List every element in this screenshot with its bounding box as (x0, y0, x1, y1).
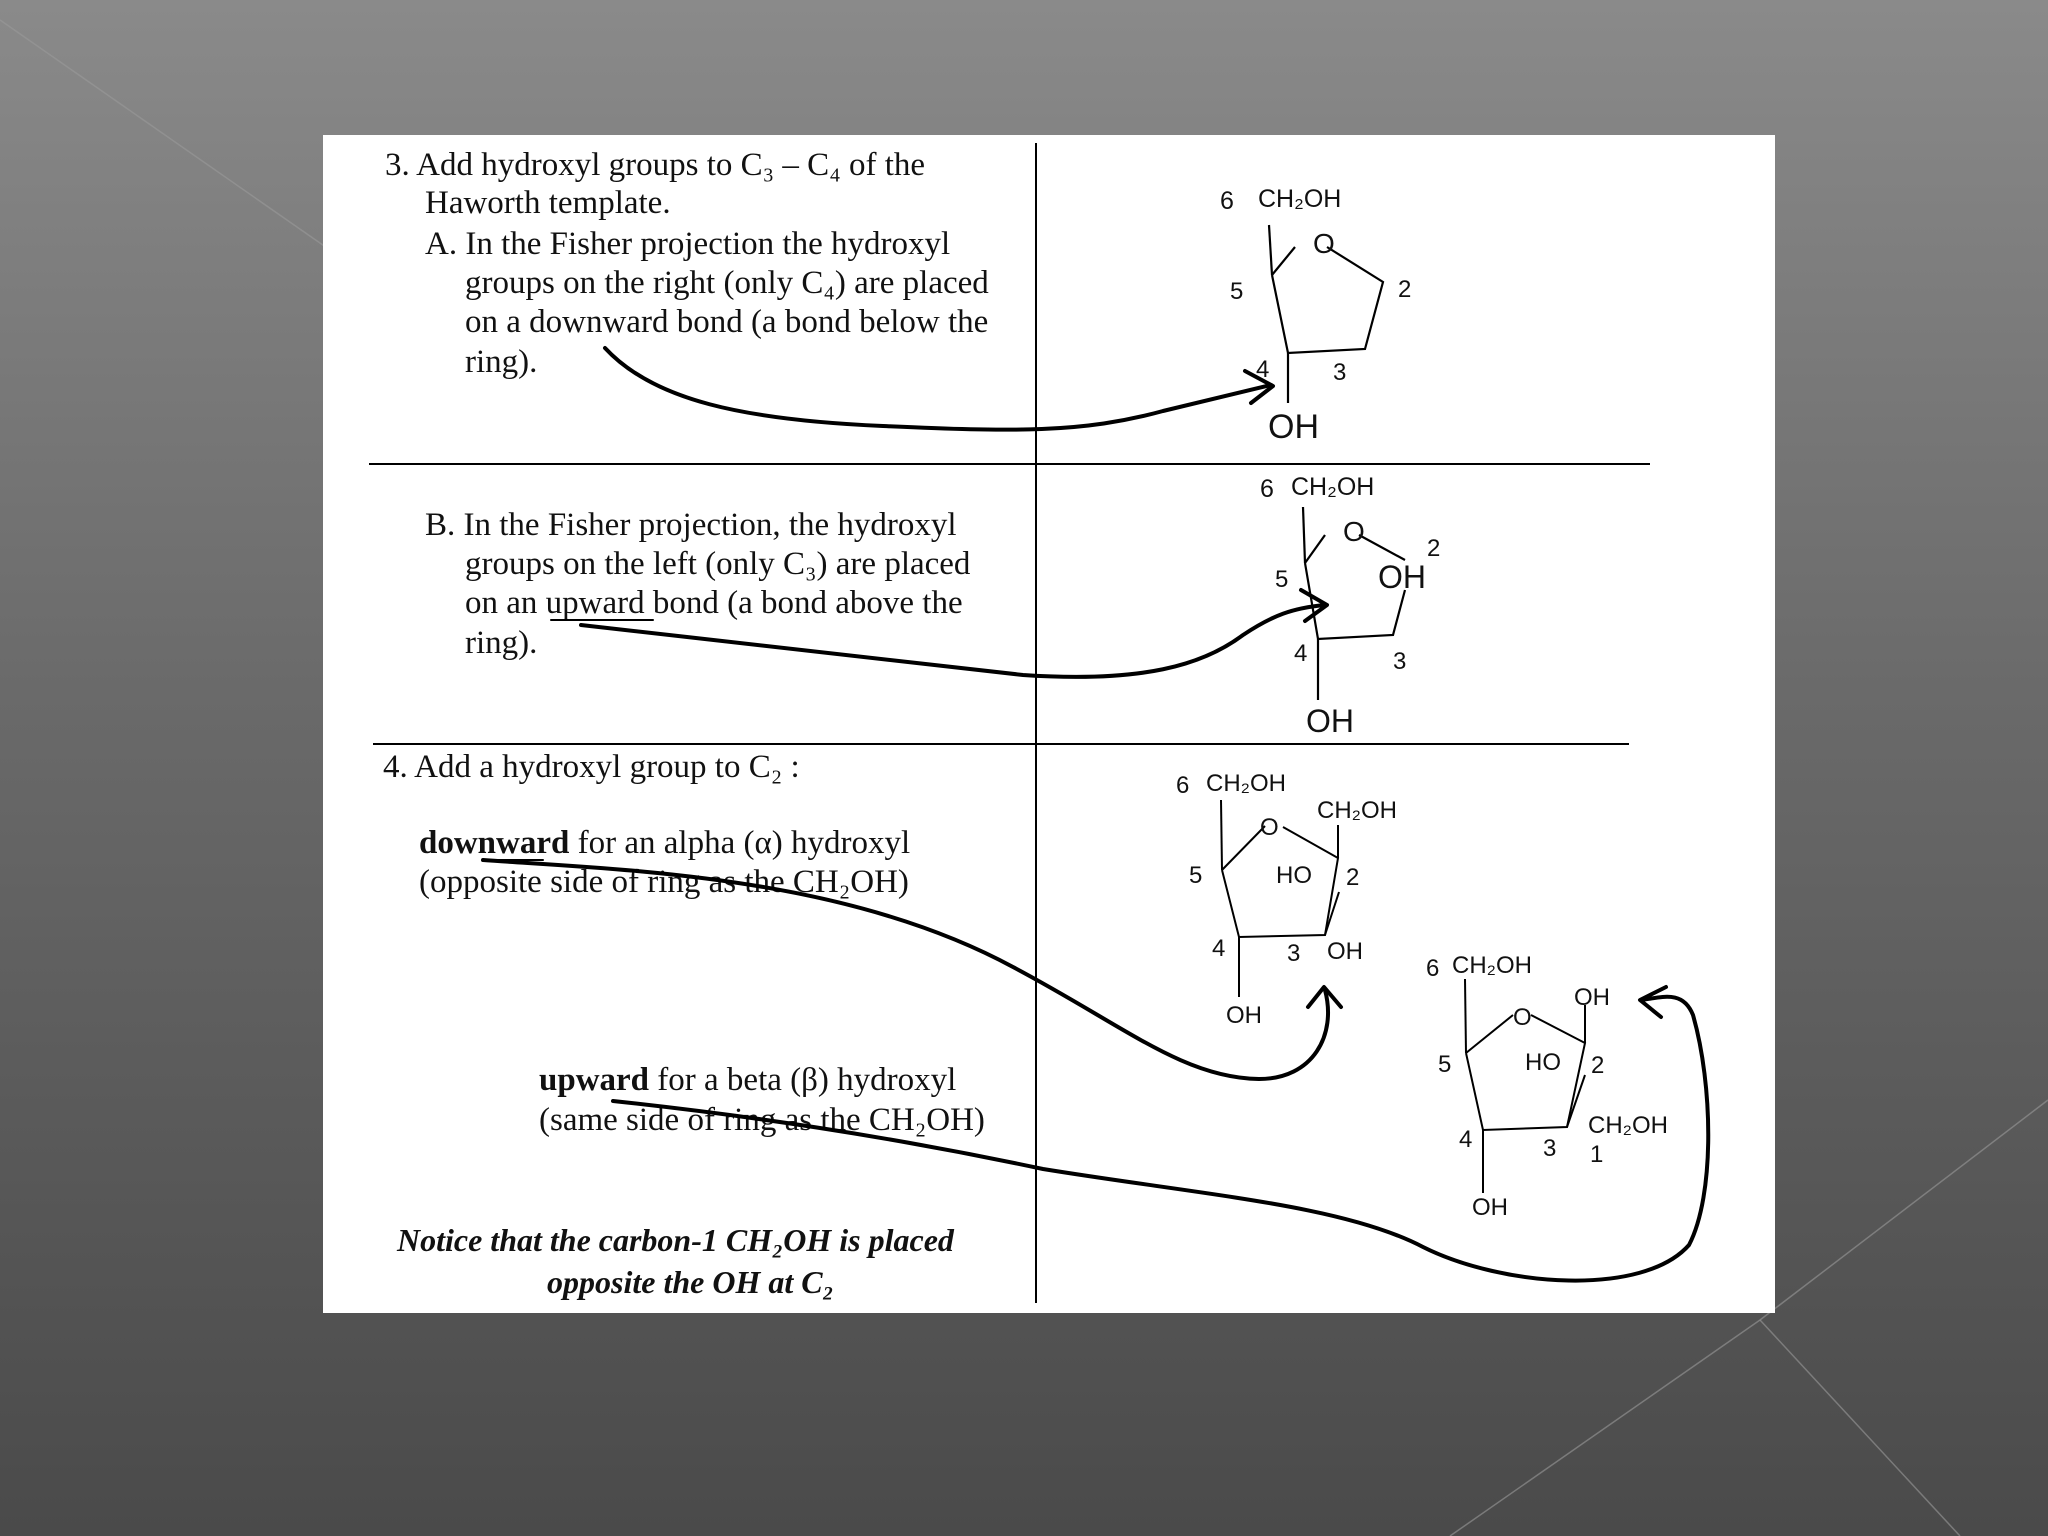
s3-c2: 2 (1346, 864, 1360, 891)
divider-lines (369, 143, 1650, 1303)
beta-text: for a beta (β) hydroxyl (649, 1062, 957, 1098)
s4-ho: HO (1525, 1049, 1561, 1076)
step3-line1: 3. Add hydroxyl groups to C₃ – C₄ of the (385, 147, 926, 183)
s2-c3: 3 (1393, 648, 1407, 675)
step3a-line4: ring). (465, 344, 538, 380)
alpha-keyword: downward (419, 825, 570, 861)
s3-ring-o: O (1260, 814, 1279, 841)
step3a-line2: groups on the right (only C₄) are placed (465, 265, 989, 301)
s2-ch2oh: CH₂OH (1291, 473, 1375, 501)
notice-line1: Notice that the carbon-1 CH₂OH is placed (397, 1222, 954, 1258)
s4-ch2oh-6: CH₂OH (1452, 952, 1532, 979)
hand-drawn-arrows (483, 348, 1708, 1281)
stepB-line3: on an upward bond (a bond above the (465, 585, 963, 621)
alpha-line2: (opposite side of ring as the CH₂OH) (419, 864, 909, 900)
arrow-alpha-head (1308, 987, 1341, 1007)
s2-c5: 5 (1275, 566, 1289, 593)
s4-oh2: OH (1574, 984, 1610, 1011)
structure-2 (1260, 473, 1440, 739)
s1-ring-o: O (1313, 228, 1335, 259)
s2-c6: 6 (1260, 475, 1274, 503)
haworth-diagram (323, 135, 1775, 1313)
s4-c3: 3 (1543, 1135, 1557, 1162)
s1-c3: 3 (1333, 359, 1347, 386)
arrow-A (605, 348, 1271, 430)
notice-line2: opposite the OH at C₂ (547, 1264, 834, 1300)
s3-ch2oh-6: CH₂OH (1206, 770, 1286, 797)
beta-keyword: upward (539, 1062, 650, 1098)
step3a-line3: on a downward bond (a bond below the (465, 304, 989, 340)
s2-oh-top: OH (1378, 559, 1426, 595)
stepB-line1: B. In the Fisher projection, the hydroxyl (425, 507, 957, 543)
stepB-line4: ring). (465, 625, 538, 661)
s2-c2: 2 (1427, 535, 1441, 562)
structure-4 (1426, 952, 1668, 1221)
s1-c2: 2 (1398, 276, 1412, 303)
s1-c5: 5 (1230, 278, 1244, 305)
s3-ho: HO (1276, 862, 1312, 889)
s4-c2: 2 (1591, 1052, 1605, 1079)
beta-line2: (same side of ring as the CH₂OH) (539, 1102, 985, 1138)
s2-ring-o: O (1343, 516, 1365, 547)
s4-c5: 5 (1438, 1051, 1452, 1078)
s3-c5: 5 (1189, 862, 1203, 889)
s1-oh: OH (1268, 408, 1319, 446)
s1-c6: 6 (1220, 187, 1234, 215)
s4-ring-o: O (1513, 1004, 1532, 1031)
structure-1 (1220, 185, 1411, 446)
arrow-B (581, 605, 1325, 677)
s3-ch2oh-1: CH₂OH (1317, 797, 1397, 824)
slide-panel (323, 135, 1775, 1313)
stepB-line2: groups on the left (only C₃) are placed (465, 546, 971, 582)
s2-c4: 4 (1294, 640, 1308, 667)
s1-ch2oh: CH₂OH (1258, 185, 1342, 213)
s3-oh2: OH (1327, 938, 1363, 965)
s4-oh: OH (1472, 1194, 1508, 1221)
s3-oh: OH (1226, 1002, 1262, 1029)
step3a-line1: A. In the Fisher projection the hydroxyl (425, 226, 951, 262)
s4-c1: 1 (1590, 1141, 1604, 1168)
alpha-text: for an alpha (α) hydroxyl (569, 825, 911, 861)
structure-3 (1176, 770, 1397, 1029)
step4-title: 4. Add a hydroxyl group to C₂ : (383, 749, 800, 785)
s2-oh: OH (1306, 703, 1354, 739)
step3-line2: Haworth template. (425, 185, 671, 221)
s3-c4: 4 (1212, 935, 1226, 962)
s4-c6: 6 (1426, 955, 1440, 982)
s3-c6: 6 (1176, 772, 1190, 799)
arrow-beta-head (1640, 987, 1666, 1017)
s1-c4: 4 (1256, 356, 1270, 383)
arrow-alpha (483, 860, 1328, 1079)
s4-c4: 4 (1459, 1126, 1473, 1153)
s3-c3: 3 (1287, 940, 1301, 967)
s4-ch2oh-1: CH₂OH (1588, 1112, 1668, 1139)
